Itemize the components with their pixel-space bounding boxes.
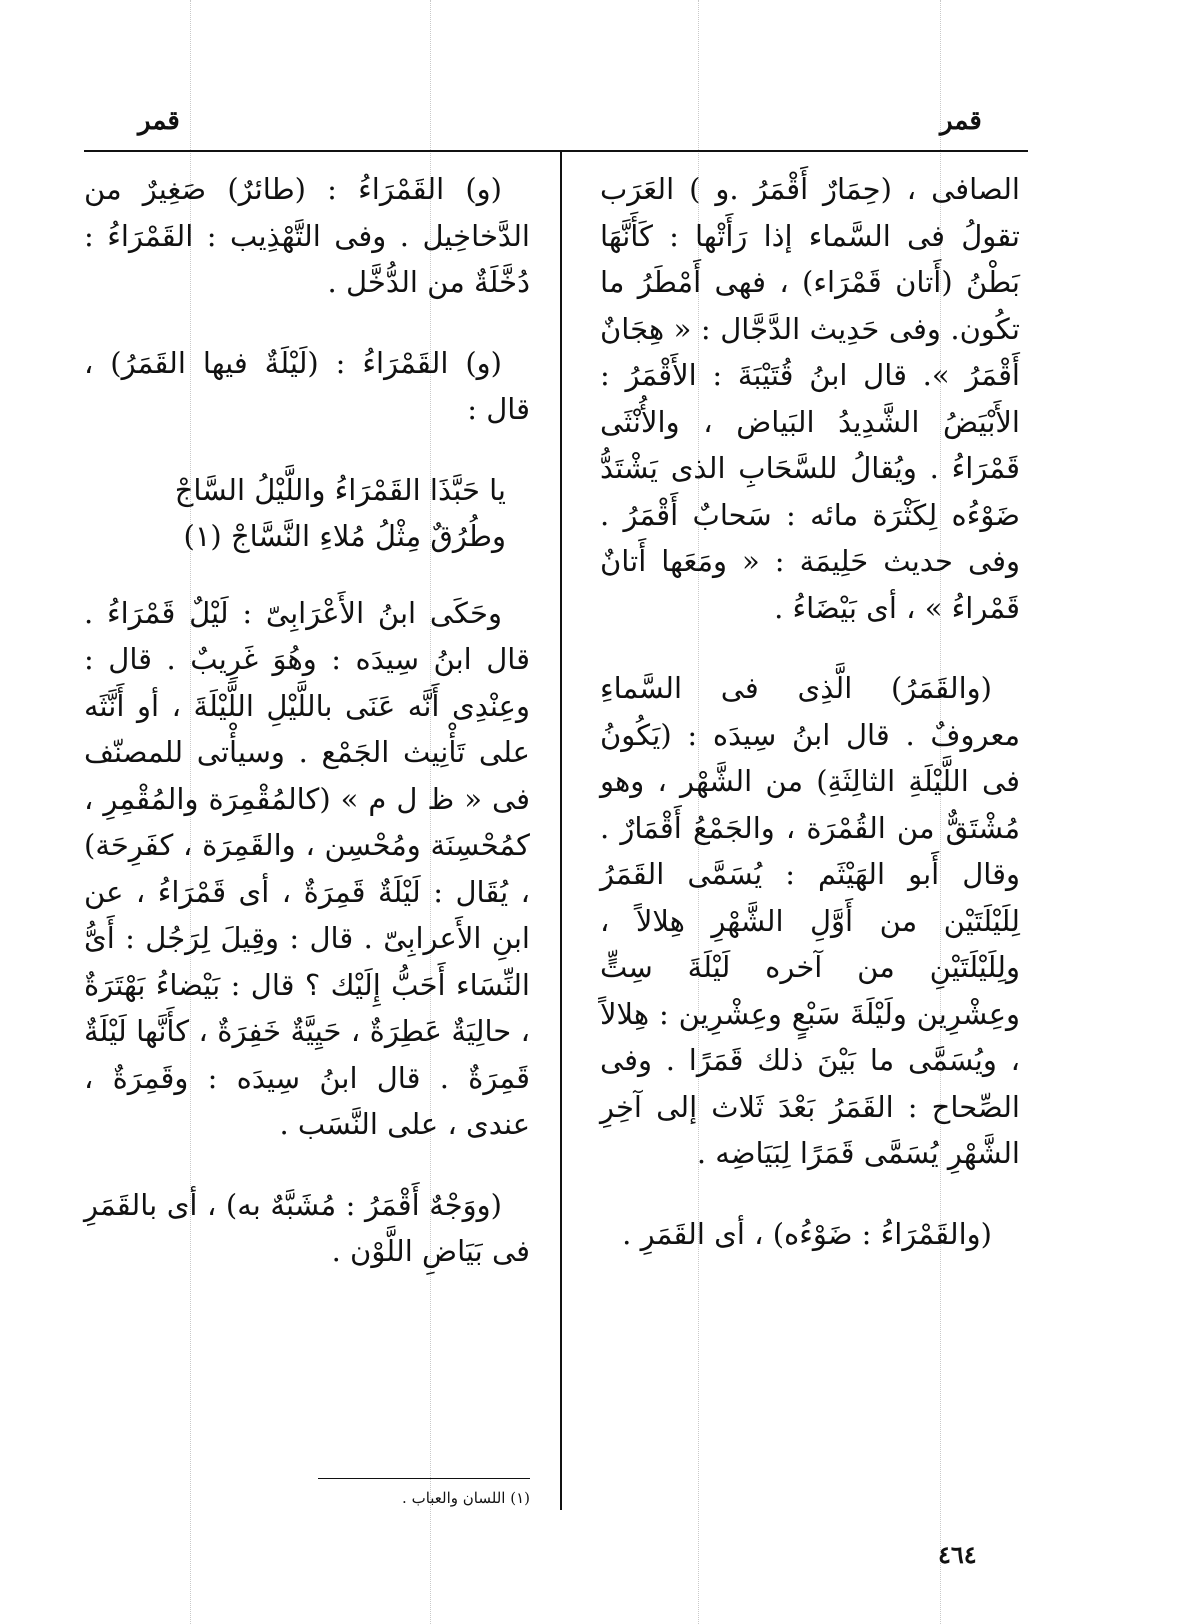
entry-paragraph: (و) القَمْرَاءُ : (لَيْلَةٌ فيها القَمَرُ) ، قال : [84, 345, 530, 426]
poetry-verse [124, 467, 506, 560]
verse-line: يا حَبَّذَا القَمْرَاءُ واللَّيْلُ السَّاجْ [174, 472, 506, 507]
running-header-right: قمر [940, 106, 982, 136]
verse-line: وطُرُقٌ مِثْلُ مُلاءِ النَّسَّاجْ (١) [183, 519, 506, 553]
column-divider [560, 152, 562, 1510]
footnote-rule [318, 1478, 530, 1479]
running-header-left: قمر [138, 106, 180, 136]
right-column [600, 166, 1020, 1257]
header-rule [84, 150, 1028, 152]
page-number: ٤٦٤ [938, 1540, 977, 1569]
entry-paragraph: الصافى ، (حِمَارٌ أَقْمَرُ .و ) العَرَب تقولُ فى السَّماء إذا رَأَتْها : كَأَنَّهَا بَطْنُ (أَتان قَمْرَاء) ، فهى أَمْطَرُ ما تكُون. وفى حَدِيث الدَّجَّال : « هِجَانٌ أَقْمَرُ ». قال ابنُ قُتَيْبَةَ : الأَقْمَرُ : الأَبْيَضُ الشَّدِيدُ البَياض ، والأُنْثَى قَمْرَاءُ . ويُقالُ للسَّحَابِ الذى يَشْتَدُّ ضَوْءُه لِكَثْرَة مائه : سَحابٌ أَقْمَرُ . وفى حديث حَلِيمَة : « ومَعَها أَتانٌ قَمْراءُ » ، أى بَيْضَاءُ . [600, 172, 1020, 625]
entry-paragraph: (و) القَمْرَاءُ : (طائرٌ) صَغِيرٌ من الدَّخاخِيل . وفى التَّهْذِيب : القَمْرَاءُ : دُخَّلَةٌ من الدُّخَّل . [84, 172, 530, 299]
footnote: (١) اللسان والعباب . [402, 1489, 530, 1507]
entry-paragraph: وحَكَى ابنُ الأَعْرَابِىّ : لَيْلٌ قَمْرَاءُ . قال ابنُ سِيدَه : وهُوَ غَرِيبٌ . قال : وعِنْدِى أَنَّه عَنَى باللَّيْلِ اللَّيْلَةَ ، أو أَنَّثَه على تَأْنِيث الجَمْع . وسيأْتى للمصنّف فى « ظ ل م » (كالمُقْمِرَة والمُقْمِرِ ، كمُحْسِنَة ومُحْسِن ، والقَمِرَة ، كفَرِحَة) ، يُقَال : لَيْلَةٌ قَمِرَةٌ ، أى قَمْرَاءُ ، عن ابنِ الأَعرابِىّ . قال : وقِيلَ لِرَجُل : أَىُّ النِّسَاء أَحَبُّ إِلَيْك ؟ قال : بَيْضاءُ بَهْتَرَةٌ ، حالِيَةٌ عَطِرَةٌ ، حَيِيَّةٌ خَفِرَةٌ ، كأَنَّها لَيْلَةٌ قَمِرَةٌ . قال ابنُ سِيدَه : وقَمِرَةٌ ، عندى ، على النَّسَب . [84, 595, 530, 1141]
entry-paragraph: (والقَمْرَاءُ : ضَوْءُه) ، أى القَمَرِ . [622, 1216, 992, 1251]
entry-paragraph: (والقَمَرُ) الَّذِى فى السَّماءِ معروفٌ . قال ابنُ سِيدَه : (يَكُونُ فى اللَّيْلَةِ الثالِثَةِ) من الشَّهْر ، وهو مُشْتَقٌّ من القُمْرَة ، والجَمْعُ أَقْمَارٌ . وقال أَبو الهَيْثَم : يُسَمَّى القَمَرُ لِلَيْلَتَيْن من أَوَّلِ الشَّهْرِ هِلالاً ، ولِلَيْلَتَيْنِ من آخره لَيْلَةَ سِتٍّ وعِشْرِين ولَيْلَةَ سَبْعٍ وعِشْرِين : هِلالاً ، ويُسَمَّى ما بَيْنَ ذلك قَمَرًا . وفى الصِّحاح : القَمَرُ بَعْدَ ثَلاث إلى آخِرِ الشَّهْرِ يُسَمَّى قَمَرًا لِبَيَاضِه . [600, 671, 1020, 1170]
left-column [84, 166, 530, 1275]
entry-paragraph: (ووَجْهٌ أَقْمَرُ : مُشَبَّهٌ به) ، أى بالقَمَرِ فى بَيَاضِ اللَّوْن . [84, 1187, 530, 1268]
